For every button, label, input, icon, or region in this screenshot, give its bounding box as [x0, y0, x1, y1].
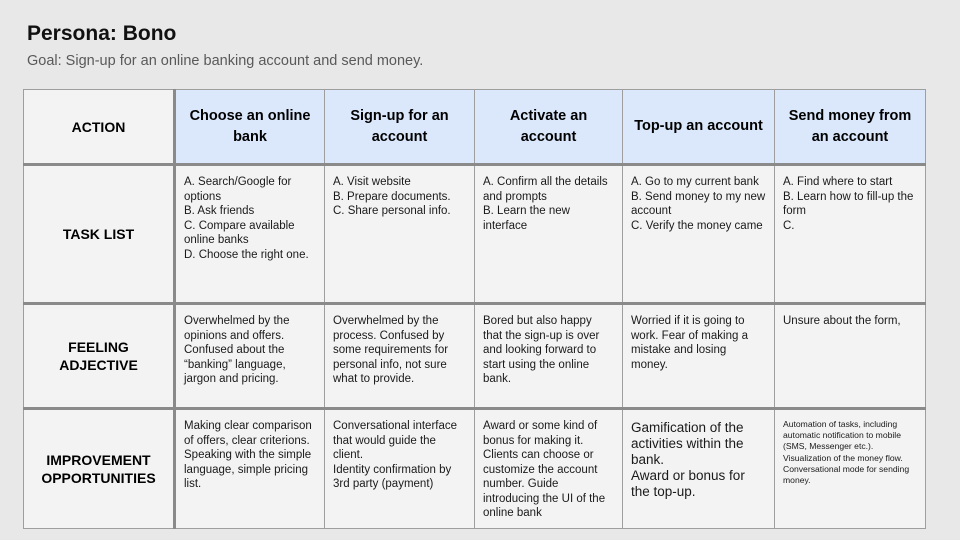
feeling-cell-activate	[475, 304, 623, 409]
improvement-row	[24, 409, 926, 529]
stage-top-up: Top-up an account	[623, 90, 775, 165]
task-item: B. Send money to my new account	[631, 190, 766, 217]
task-item: B. Prepare documents.	[333, 190, 451, 203]
task-item: B. Learn how to fill-up the form	[783, 190, 914, 217]
task-cell-top-up	[623, 165, 775, 304]
feeling-cell-send-money	[775, 304, 926, 409]
feeling-label-text: FEELING ADJECTIVE	[59, 339, 138, 373]
journey-table	[23, 89, 926, 529]
task-list-label: TASK LIST	[24, 165, 175, 304]
stage-send-money: Send money from an account	[775, 90, 926, 165]
improve-cell-choose-bank	[175, 409, 325, 529]
page-title: Persona: Bono	[27, 22, 177, 45]
task-item: A. Confirm all the details and prompts	[483, 176, 608, 203]
improvement-label	[24, 409, 175, 529]
task-item: D. Choose the right one.	[184, 248, 309, 261]
task-cell-activate	[475, 165, 623, 304]
improve-cell-sign-up	[325, 409, 475, 529]
feeling-text: Worried if it is going to work. Fear of making a mistake and losing money.	[631, 315, 748, 371]
feeling-cell-top-up	[623, 304, 775, 409]
improve-item: Gamification of the activities within the bank.	[631, 420, 744, 467]
feeling-cell-sign-up	[325, 304, 475, 409]
improve-text: Award or some kind of bonus for making it. Clients can choose or customize the account number. Guide introducing the UI of the online bank	[483, 420, 606, 519]
task-item: A. Visit website	[333, 176, 411, 188]
feeling-text: Unsure about the form,	[783, 315, 901, 327]
action-header: ACTION	[24, 90, 175, 165]
feeling-text: Overwhelmed by the opinions and offers. Confused about the “banking” language, jargon and pricing.	[184, 315, 290, 385]
feeling-cell-choose-bank	[175, 304, 325, 409]
improve-item: Identity confirmation by 3rd party (payment)	[333, 463, 452, 490]
improve-text: Making clear comparison of offers, clear criterions. Speaking with the simple language, simple pricing list.	[184, 420, 312, 490]
task-item: A. Find where to start	[783, 176, 893, 188]
task-item: A. Search/Google for options	[184, 176, 292, 203]
task-cell-send-money	[775, 165, 926, 304]
stage-activate: Activate an account	[475, 90, 623, 165]
improve-item: Conversational interface that would guide the client.	[333, 420, 458, 461]
goal-text: Goal: Sign-up for an online banking account and send money.	[27, 53, 424, 69]
task-item: C. Verify the money came	[631, 219, 763, 232]
stage-choose-bank: Choose an online bank	[175, 90, 325, 165]
task-item: B. Learn the new interface	[483, 205, 570, 232]
task-list-row	[24, 165, 926, 304]
task-item: C. Compare available online banks	[184, 219, 295, 246]
improve-item: Visualization of the money flow.	[783, 452, 903, 463]
improve-cell-top-up	[623, 409, 775, 529]
stage-sign-up: Sign-up for an account	[325, 90, 475, 165]
task-item: C. Share personal info.	[333, 205, 451, 217]
feeling-row	[24, 304, 926, 409]
task-cell-sign-up	[325, 165, 475, 304]
improve-item: Automation of tasks, including automatic notification to mobile (SMS, Messenger etc.).	[783, 419, 901, 452]
feeling-text: Bored but also happy that the sign-up is over and looking forward to start using the online bank.	[483, 315, 600, 385]
improve-cell-activate	[475, 409, 623, 529]
task-item: A. Go to my current bank	[631, 176, 759, 188]
improvement-label-text: IMPROVEMENT OPPORTUNITIES	[41, 452, 156, 486]
task-item: B. Ask friends	[184, 205, 255, 217]
feeling-label	[24, 304, 175, 409]
improve-item: Award or bonus for the top-up.	[631, 468, 745, 499]
improve-cell-send-money	[775, 409, 926, 529]
improve-item: Conversational mode for sending money.	[783, 463, 910, 486]
feeling-text: Overwhelmed by the process. Confused by some requirements for personal info, not sure what to provide.	[333, 315, 449, 385]
task-item: C.	[783, 219, 795, 232]
header-row	[24, 90, 926, 165]
task-cell-choose-bank	[175, 165, 325, 304]
